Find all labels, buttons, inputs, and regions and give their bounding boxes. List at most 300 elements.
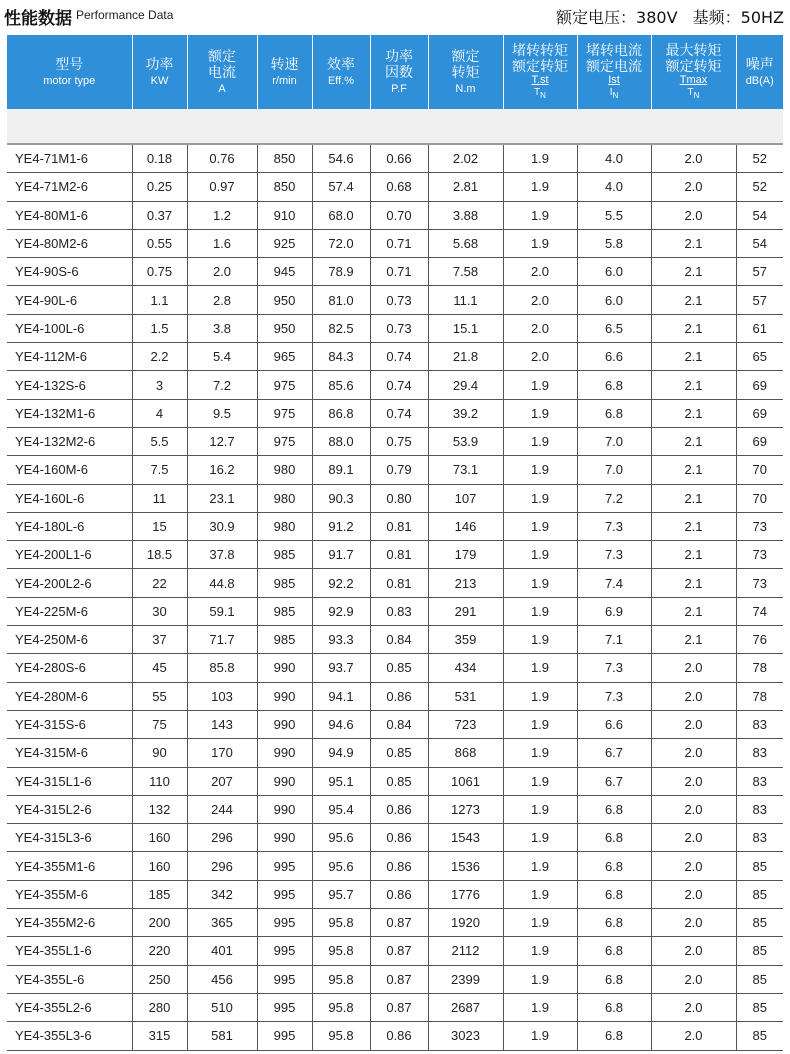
table-cell: 1.9 — [503, 427, 577, 455]
column-header-unit: r/min — [272, 75, 297, 87]
table-cell: 95.4 — [312, 795, 370, 823]
table-cell: 73 — [736, 569, 783, 597]
table-cell: 1.1 — [132, 286, 187, 314]
table-cell: 1.9 — [503, 371, 577, 399]
table-cell: 45 — [132, 654, 187, 682]
table-cell: 1.6 — [187, 229, 257, 257]
table-cell: 52 — [736, 144, 783, 173]
ratio-numerator: Ist — [608, 74, 620, 86]
table-cell: 6.5 — [577, 314, 651, 342]
ratio-numerator: T.st — [531, 74, 549, 86]
motor-type-cell: YE4-250M-6 — [7, 626, 132, 654]
table-cell: 296 — [187, 852, 257, 880]
motor-type-cell: YE4-132M2-6 — [7, 427, 132, 455]
table-cell: 2.1 — [651, 484, 736, 512]
table-cell: 200 — [132, 909, 187, 937]
table-cell: 70 — [736, 456, 783, 484]
table-cell: 1061 — [428, 767, 503, 795]
spec-info — [546, 5, 784, 28]
table-cell: 0.87 — [370, 909, 428, 937]
table-cell: 95.7 — [312, 880, 370, 908]
table-cell: 291 — [428, 597, 503, 625]
table-cell: 78.9 — [312, 258, 370, 286]
table-cell: 342 — [187, 880, 257, 908]
motor-type-cell: YE4-200L2-6 — [7, 569, 132, 597]
table-cell: 5.68 — [428, 229, 503, 257]
table-cell: 1.9 — [503, 852, 577, 880]
table-cell: 2.0 — [651, 852, 736, 880]
table-cell: 6.6 — [577, 710, 651, 738]
table-row — [7, 880, 783, 908]
table-cell: 213 — [428, 569, 503, 597]
table-cell: 69 — [736, 371, 783, 399]
table-cell: 22 — [132, 569, 187, 597]
table-cell: 179 — [428, 541, 503, 569]
table-row — [7, 569, 783, 597]
table-cell: 990 — [257, 824, 312, 852]
table-cell: 92.2 — [312, 569, 370, 597]
motor-type-cell: YE4-315L2-6 — [7, 795, 132, 823]
table-row — [7, 343, 783, 371]
table-cell: 6.0 — [577, 286, 651, 314]
table-cell: 1.9 — [503, 767, 577, 795]
table-cell: 6.8 — [577, 909, 651, 937]
column-header — [736, 35, 783, 109]
table-cell: 73.1 — [428, 456, 503, 484]
table-cell: 0.75 — [132, 258, 187, 286]
table-cell: 950 — [257, 286, 312, 314]
table-cell: 2.0 — [503, 286, 577, 314]
table-cell: 4.0 — [577, 144, 651, 173]
table-cell: 0.84 — [370, 710, 428, 738]
table-cell: 6.8 — [577, 824, 651, 852]
table-cell: 990 — [257, 767, 312, 795]
table-cell: 78 — [736, 654, 783, 682]
column-header — [257, 35, 312, 109]
table-cell: 280 — [132, 993, 187, 1021]
table-cell: 5.4 — [187, 343, 257, 371]
table-row — [7, 993, 783, 1021]
table-cell: 54 — [736, 201, 783, 229]
table-cell: 0.86 — [370, 795, 428, 823]
column-header-cn: 转速 — [270, 56, 299, 72]
table-cell: 160 — [132, 824, 187, 852]
table-cell: 531 — [428, 682, 503, 710]
table-cell: 990 — [257, 682, 312, 710]
table-cell: 85 — [736, 993, 783, 1021]
table-cell: 73 — [736, 541, 783, 569]
table-row — [7, 937, 783, 965]
table-cell: 2.0 — [651, 1022, 736, 1050]
table-cell: 0.86 — [370, 682, 428, 710]
table-cell: 434 — [428, 654, 503, 682]
performance-table — [7, 35, 783, 1051]
table-cell: 0.73 — [370, 314, 428, 342]
table-row — [7, 314, 783, 342]
table-cell: 0.85 — [370, 767, 428, 795]
table-cell: 365 — [187, 909, 257, 937]
table-cell: 170 — [187, 739, 257, 767]
motor-type-cell: YE4-315L1-6 — [7, 767, 132, 795]
table-cell: 2.1 — [651, 286, 736, 314]
table-row — [7, 371, 783, 399]
table-cell: 1.9 — [503, 682, 577, 710]
table-cell: 85 — [736, 909, 783, 937]
table-cell: 95.8 — [312, 937, 370, 965]
column-header-unit: N.m — [455, 83, 476, 95]
table-cell: 2.81 — [428, 173, 503, 201]
table-cell: 7.3 — [577, 654, 651, 682]
table-cell: 2.0 — [503, 343, 577, 371]
table-row — [7, 427, 783, 455]
table-cell: 0.73 — [370, 286, 428, 314]
table-cell: 9.5 — [187, 399, 257, 427]
table-cell: 359 — [428, 626, 503, 654]
table-cell: 6.8 — [577, 965, 651, 993]
table-cell: 0.80 — [370, 484, 428, 512]
motor-type-cell: YE4-225M-6 — [7, 597, 132, 625]
table-cell: 0.74 — [370, 343, 428, 371]
column-header-unit: motor type — [43, 75, 96, 87]
motor-type-cell: YE4-100L-6 — [7, 314, 132, 342]
motor-type-cell: YE4-71M2-6 — [7, 173, 132, 201]
table-cell: 456 — [187, 965, 257, 993]
table-cell: 4 — [132, 399, 187, 427]
table-cell: 315 — [132, 1022, 187, 1050]
table-cell: 94.9 — [312, 739, 370, 767]
motor-type-cell: YE4-200L1-6 — [7, 541, 132, 569]
table-cell: 510 — [187, 993, 257, 1021]
table-cell: 39.2 — [428, 399, 503, 427]
base-frequency: 基频：50HZ — [692, 8, 784, 27]
table-cell: 74 — [736, 597, 783, 625]
table-row — [7, 682, 783, 710]
motor-type-cell: YE4-80M1-6 — [7, 201, 132, 229]
table-cell: 2112 — [428, 937, 503, 965]
table-cell: 11.1 — [428, 286, 503, 314]
table-row — [7, 626, 783, 654]
table-cell: 7.0 — [577, 427, 651, 455]
table-cell: 81.0 — [312, 286, 370, 314]
table-cell: 207 — [187, 767, 257, 795]
table-cell: 965 — [257, 343, 312, 371]
table-cell: 990 — [257, 739, 312, 767]
table-cell: 6.8 — [577, 937, 651, 965]
motor-type-cell: YE4-160M-6 — [7, 456, 132, 484]
table-cell: 7.5 — [132, 456, 187, 484]
table-cell: 61 — [736, 314, 783, 342]
table-cell: 3023 — [428, 1022, 503, 1050]
table-cell: 2.02 — [428, 144, 503, 173]
table-cell: 985 — [257, 597, 312, 625]
table-cell: 95.8 — [312, 1022, 370, 1050]
motor-type-cell: YE4-112M-6 — [7, 343, 132, 371]
table-cell: 2.1 — [651, 399, 736, 427]
table-cell: 0.70 — [370, 201, 428, 229]
ratio-denominator: $I_N$ — [609, 87, 619, 100]
table-cell: 995 — [257, 993, 312, 1021]
table-cell: 0.86 — [370, 852, 428, 880]
column-header — [312, 35, 370, 109]
table-cell: 0.85 — [370, 739, 428, 767]
table-cell: 0.83 — [370, 597, 428, 625]
table-cell: 0.25 — [132, 173, 187, 201]
table-cell: 53.9 — [428, 427, 503, 455]
table-cell: 71.7 — [187, 626, 257, 654]
table-cell: 2.0 — [651, 795, 736, 823]
table-cell: 7.2 — [187, 371, 257, 399]
table-cell: 6.8 — [577, 399, 651, 427]
table-cell: 2.2 — [132, 343, 187, 371]
table-cell: 975 — [257, 399, 312, 427]
table-cell: 69 — [736, 399, 783, 427]
ratio-denominator: $T_N$ — [687, 87, 700, 100]
table-row — [7, 824, 783, 852]
table-cell: 95.6 — [312, 824, 370, 852]
table-cell: 990 — [257, 795, 312, 823]
table-cell: 1776 — [428, 880, 503, 908]
table-cell: 21.8 — [428, 343, 503, 371]
table-cell: 2.1 — [651, 541, 736, 569]
table-cell: 1.9 — [503, 909, 577, 937]
table-cell: 95.1 — [312, 767, 370, 795]
table-cell: 6.8 — [577, 852, 651, 880]
table-cell: 995 — [257, 965, 312, 993]
table-cell: 990 — [257, 654, 312, 682]
table-row — [7, 173, 783, 201]
table-cell: 7.3 — [577, 512, 651, 540]
table-cell: 65 — [736, 343, 783, 371]
table-cell: 6.8 — [577, 993, 651, 1021]
table-cell: 6.8 — [577, 1022, 651, 1050]
table-cell: 0.86 — [370, 1022, 428, 1050]
table-cell: 0.81 — [370, 512, 428, 540]
column-header — [187, 35, 257, 109]
table-cell: 91.2 — [312, 512, 370, 540]
table-row — [7, 286, 783, 314]
table-cell: 57 — [736, 286, 783, 314]
table-cell: 185 — [132, 880, 187, 908]
table-cell: 85 — [736, 965, 783, 993]
table-cell: 6.9 — [577, 597, 651, 625]
column-header-unit: KW — [150, 75, 169, 87]
table-cell: 2.8 — [187, 286, 257, 314]
table-cell: 0.86 — [370, 880, 428, 908]
table-cell: 2.0 — [503, 258, 577, 286]
table-cell: 2399 — [428, 965, 503, 993]
table-cell: 0.81 — [370, 541, 428, 569]
table-cell: 2.1 — [651, 427, 736, 455]
column-header — [428, 35, 503, 109]
column-header — [577, 35, 651, 109]
table-cell: 107 — [428, 484, 503, 512]
table-cell: 0.75 — [370, 427, 428, 455]
table-cell: 4.0 — [577, 173, 651, 201]
table-cell: 995 — [257, 880, 312, 908]
page-subtitle: Performance Data — [76, 8, 174, 22]
table-cell: 1.5 — [132, 314, 187, 342]
table-cell: 3.8 — [187, 314, 257, 342]
motor-type-cell: YE4-315S-6 — [7, 710, 132, 738]
table-cell: 0.76 — [187, 144, 257, 173]
table-cell: 83 — [736, 739, 783, 767]
table-cell: 6.6 — [577, 343, 651, 371]
table-cell: 54.6 — [312, 144, 370, 173]
table-cell: 5.5 — [577, 201, 651, 229]
table-cell: 985 — [257, 541, 312, 569]
table-cell: 30.9 — [187, 512, 257, 540]
motor-type-cell: YE4-355L1-6 — [7, 937, 132, 965]
table-cell: 2.0 — [651, 880, 736, 908]
column-header-cn: 最大转矩 额定转矩 — [665, 42, 722, 74]
table-cell: 86.8 — [312, 399, 370, 427]
table-cell: 85 — [736, 937, 783, 965]
table-cell: 2.0 — [651, 937, 736, 965]
table-row — [7, 399, 783, 427]
table-cell: 1.9 — [503, 880, 577, 908]
table-cell: 0.55 — [132, 229, 187, 257]
table-cell: 0.79 — [370, 456, 428, 484]
table-cell: 0.85 — [370, 654, 428, 682]
table-cell: 29.4 — [428, 371, 503, 399]
table-cell: 2.0 — [651, 909, 736, 937]
ratio-numerator: Tmax — [679, 74, 708, 86]
table-cell: 6.8 — [577, 795, 651, 823]
table-cell: 110 — [132, 767, 187, 795]
table-cell: 94.1 — [312, 682, 370, 710]
table-cell: 0.66 — [370, 144, 428, 173]
table-cell: 90.3 — [312, 484, 370, 512]
column-header-cn: 效率 — [327, 56, 355, 72]
table-cell: 0.87 — [370, 965, 428, 993]
table-cell: 7.3 — [577, 541, 651, 569]
table-cell: 868 — [428, 739, 503, 767]
motor-type-cell: YE4-315L3-6 — [7, 824, 132, 852]
table-cell: 244 — [187, 795, 257, 823]
table-cell: 1.9 — [503, 173, 577, 201]
table-cell: 1.9 — [503, 597, 577, 625]
table-cell: 2.0 — [651, 993, 736, 1021]
table-cell: 7.2 — [577, 484, 651, 512]
table-cell: 73 — [736, 512, 783, 540]
table-cell: 2.1 — [651, 343, 736, 371]
table-cell: 1.9 — [503, 654, 577, 682]
table-cell: 945 — [257, 258, 312, 286]
motor-type-cell: YE4-355M1-6 — [7, 852, 132, 880]
table-cell: 11 — [132, 484, 187, 512]
table-row — [7, 852, 783, 880]
motor-type-cell: YE4-132M1-6 — [7, 399, 132, 427]
column-header-cn: 堵转电流 额定电流 — [586, 42, 642, 74]
table-row — [7, 541, 783, 569]
table-cell: 0.68 — [370, 173, 428, 201]
table-cell: 1.9 — [503, 965, 577, 993]
table-cell: 1.9 — [503, 456, 577, 484]
table-cell: 3 — [132, 371, 187, 399]
table-cell: 57 — [736, 258, 783, 286]
table-cell: 2.0 — [651, 767, 736, 795]
table-cell: 1.9 — [503, 795, 577, 823]
table-cell: 95.8 — [312, 993, 370, 1021]
table-cell: 83 — [736, 795, 783, 823]
table-row — [7, 258, 783, 286]
table-cell: 2.1 — [651, 597, 736, 625]
table-cell: 1.9 — [503, 512, 577, 540]
table-row — [7, 909, 783, 937]
motor-type-cell: YE4-355L3-6 — [7, 1022, 132, 1050]
table-cell: 1.9 — [503, 399, 577, 427]
table-cell: 90 — [132, 739, 187, 767]
motor-type-cell: YE4-355L2-6 — [7, 993, 132, 1021]
table-cell: 975 — [257, 427, 312, 455]
table-cell: 0.71 — [370, 258, 428, 286]
table-cell: 143 — [187, 710, 257, 738]
table-cell: 1.9 — [503, 937, 577, 965]
table-cell: 0.97 — [187, 173, 257, 201]
table-cell: 7.3 — [577, 682, 651, 710]
table-row — [7, 229, 783, 257]
table-cell: 2.1 — [651, 456, 736, 484]
table-cell: 92.9 — [312, 597, 370, 625]
table-cell: 0.37 — [132, 201, 187, 229]
table-cell: 0.87 — [370, 937, 428, 965]
table-cell: 985 — [257, 569, 312, 597]
table-cell: 88.0 — [312, 427, 370, 455]
table-cell: 103 — [187, 682, 257, 710]
column-header-cn: 额定 转矩 — [451, 48, 480, 80]
table-cell: 2.1 — [651, 229, 736, 257]
table-row — [7, 795, 783, 823]
table-row — [7, 767, 783, 795]
table-cell: 2.1 — [651, 371, 736, 399]
column-header — [132, 35, 187, 109]
table-cell: 1.9 — [503, 144, 577, 173]
table-cell: 581 — [187, 1022, 257, 1050]
table-cell: 0.86 — [370, 824, 428, 852]
column-header-cn: 型号 — [55, 56, 84, 72]
rated-voltage: 额定电压：380V — [556, 8, 678, 27]
table-cell: 1.9 — [503, 569, 577, 597]
table-cell: 30 — [132, 597, 187, 625]
table-cell: 15 — [132, 512, 187, 540]
table-cell: 995 — [257, 909, 312, 937]
table-cell: 59.1 — [187, 597, 257, 625]
table-cell: 2.0 — [651, 965, 736, 993]
table-cell: 2.0 — [651, 173, 736, 201]
table-cell: 83 — [736, 824, 783, 852]
table-cell: 2.1 — [651, 258, 736, 286]
table-cell: 0.74 — [370, 399, 428, 427]
table-cell: 85.6 — [312, 371, 370, 399]
table-cell: 1.9 — [503, 484, 577, 512]
table-cell: 1.9 — [503, 201, 577, 229]
table-cell: 0.74 — [370, 371, 428, 399]
table-cell: 6.8 — [577, 371, 651, 399]
table-row — [7, 456, 783, 484]
column-header — [651, 35, 736, 109]
table-cell: 1.9 — [503, 739, 577, 767]
table-cell: 995 — [257, 852, 312, 880]
table-cell: 0.81 — [370, 569, 428, 597]
table-cell: 2.0 — [187, 258, 257, 286]
table-cell: 2.0 — [651, 682, 736, 710]
table-cell: 70 — [736, 484, 783, 512]
column-header-unit: Eff.% — [327, 75, 355, 87]
table-cell: 93.7 — [312, 654, 370, 682]
motor-type-cell: YE4-71M1-6 — [7, 144, 132, 173]
title-bar — [0, 0, 790, 36]
table-cell: 250 — [132, 965, 187, 993]
